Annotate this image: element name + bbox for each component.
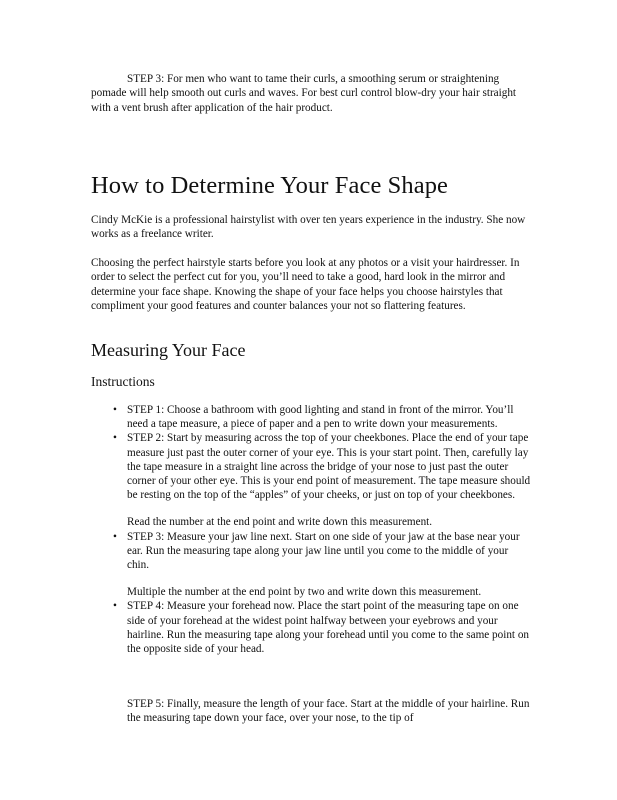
intro-paragraph: Choosing the perfect hairstyle starts before you look at any photos or a visit your hairdresser. In order to select the perfect cut for you, you’ll need to take a good, hard look in the mirror and determine your face shape. Knowing the shape of your face helps you choose hairstyles that compliment your good features and counter balances your not so flattering features. xyxy=(91,257,520,312)
step-3-note: Multiple the number at the end point by two and write down this measurement. xyxy=(127,586,482,599)
author-bio: Cindy McKie is a professional hairstylist with over ten years experience in the industry. She now works as a freelance writer. xyxy=(91,214,526,241)
list-item xyxy=(91,403,531,431)
list-item xyxy=(91,530,531,600)
bullet-icon: • xyxy=(113,404,117,416)
step-1-text: STEP 1: Choose a bathroom with good lighting and stand in front of the mirror. You’ll need a tape measure, a piece of paper and a pen to write down your measurements. xyxy=(127,404,514,431)
step-5-text: STEP 5: Finally, measure the length of your face. Start at the middle of your hairline. Run the measuring tape down your face, over your nose, to the tip of xyxy=(127,698,530,725)
step-3-text: STEP 3: Measure your jaw line next. Start on one side of your jaw at the base near your ear. Run the measuring tape along your jaw line until you come to the middle of your chin. xyxy=(127,530,520,572)
step-2-note: Read the number at the end point and write down this measurement. xyxy=(127,516,433,529)
article-title: How to Determine Your Face Shape xyxy=(91,172,449,199)
bullet-icon: • xyxy=(113,432,117,445)
list-item xyxy=(91,431,531,529)
instructions-heading: Instructions xyxy=(91,374,155,389)
intro-step-3: STEP 3: For men who want to tame their curls, a smoothing serum or straightening pomade will help smooth out curls and waves. For best curl control blow-dry your hair straight with a vent brush after application of the hair product. xyxy=(91,73,517,114)
section-heading: Measuring Your Face xyxy=(91,340,246,360)
bullet-icon: • xyxy=(113,530,117,543)
bullet-icon: • xyxy=(113,600,117,613)
step-2-text: STEP 2: Start by measuring across the top of your cheekbones. Place the end of your tape measure just past the outer corner of your eye. This is your start point. Then, carefully lay the tape measure in a straight line across the bridge of your nose to just past the outer corner of your other eye. This is your end point of measurement. The tape measure should be resting on the top of the “apples” of your cheeks, or just on top of your cheekbones. xyxy=(127,432,531,502)
step-4-text: STEP 4: Measure your forehead now. Place the start point of the measuring tape on one side of your forehead at the widest point halfway between your eyebrows and your hairline. Run the measuring tape along your forehead until you come to the same point on the opposite side of your head. xyxy=(127,600,530,656)
steps-list xyxy=(91,403,531,656)
list-item xyxy=(91,599,531,656)
